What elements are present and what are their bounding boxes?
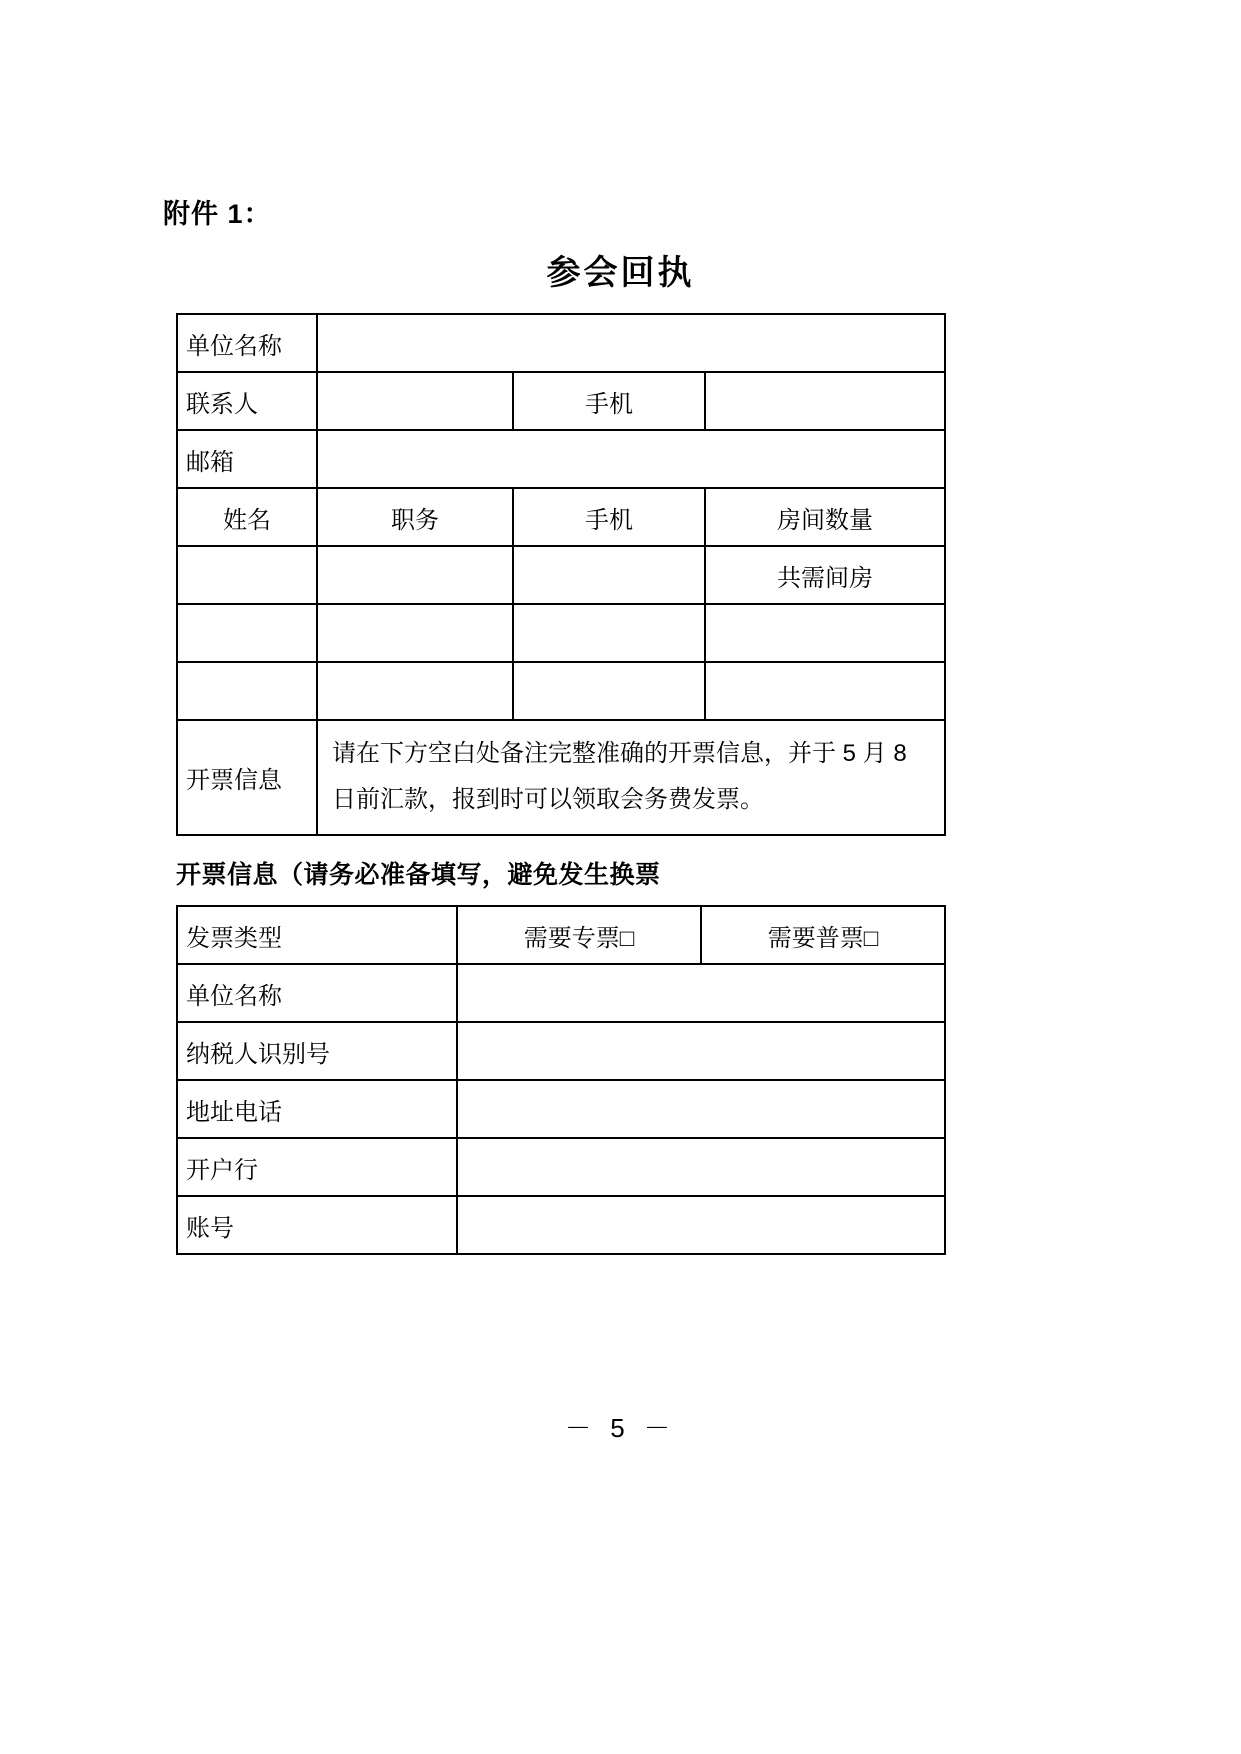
table-row (177, 1138, 945, 1196)
page-title: 参会回执 (546, 254, 695, 292)
header-position: 职务 (317, 488, 513, 546)
field-attendee-rooms-2[interactable] (705, 604, 945, 662)
label-bank-name: 开户行 (177, 1138, 457, 1196)
table-row (177, 662, 945, 720)
attachment-label: 附件 1： (163, 199, 272, 229)
table-row (177, 430, 945, 488)
table-row (177, 372, 945, 430)
checkbox-special-invoice[interactable]: 需要专票□ (457, 906, 701, 964)
field-contact-person[interactable] (317, 372, 513, 430)
field-mobile[interactable] (705, 372, 945, 430)
label-account-number: 账号 (177, 1196, 457, 1254)
invoice-section-heading: 开票信息（请务必准备填写，避免发生换票 (176, 861, 661, 889)
field-attendee-name-2[interactable] (177, 604, 317, 662)
field-company-name[interactable] (317, 314, 945, 372)
field-attendee-position-1[interactable] (317, 546, 513, 604)
field-attendee-name-1[interactable] (177, 546, 317, 604)
field-invoice-company-name[interactable] (457, 964, 945, 1022)
header-mobile: 手机 (513, 488, 705, 546)
checkbox-general-invoice[interactable]: 需要普票□ (701, 906, 945, 964)
field-account-number[interactable] (457, 1196, 945, 1254)
page-number: － 5 － (565, 1413, 676, 1443)
field-attendee-name-3[interactable] (177, 662, 317, 720)
label-taxpayer-id: 纳税人识别号 (177, 1022, 457, 1080)
header-name: 姓名 (177, 488, 317, 546)
invoice-info-note: 请在下方空白处备注完整准确的开票信息，并于 5 月 8 日前汇款，报到时可以领取会务费发票。 (317, 720, 945, 835)
label-invoice-company-name: 单位名称 (177, 964, 457, 1022)
field-attendee-mobile-1[interactable] (513, 546, 705, 604)
label-contact-person: 联系人 (177, 372, 317, 430)
label-email: 邮箱 (177, 430, 317, 488)
table-row (177, 546, 945, 604)
table-row (177, 964, 945, 1022)
field-email[interactable] (317, 430, 945, 488)
label-company-name: 单位名称 (177, 314, 317, 372)
field-attendee-position-2[interactable] (317, 604, 513, 662)
table-row (177, 720, 945, 835)
table-row (177, 314, 945, 372)
table-header-row (177, 488, 945, 546)
label-invoice-info: 开票信息 (177, 720, 317, 835)
field-bank-name[interactable] (457, 1138, 945, 1196)
invoice-info-table (176, 905, 946, 1255)
field-total-rooms[interactable]: 共需间房 (705, 546, 945, 604)
attendance-receipt-table (176, 313, 946, 836)
table-row (177, 1080, 945, 1138)
table-row (177, 604, 945, 662)
field-attendee-position-3[interactable] (317, 662, 513, 720)
table-row (177, 1196, 945, 1254)
field-address-phone[interactable] (457, 1080, 945, 1138)
label-address-phone: 地址电话 (177, 1080, 457, 1138)
field-taxpayer-id[interactable] (457, 1022, 945, 1080)
label-invoice-type: 发票类型 (177, 906, 457, 964)
label-mobile: 手机 (513, 372, 705, 430)
header-room-count: 房间数量 (705, 488, 945, 546)
field-attendee-mobile-3[interactable] (513, 662, 705, 720)
table-row (177, 1022, 945, 1080)
field-attendee-rooms-3[interactable] (705, 662, 945, 720)
table-row (177, 906, 945, 964)
field-attendee-mobile-2[interactable] (513, 604, 705, 662)
